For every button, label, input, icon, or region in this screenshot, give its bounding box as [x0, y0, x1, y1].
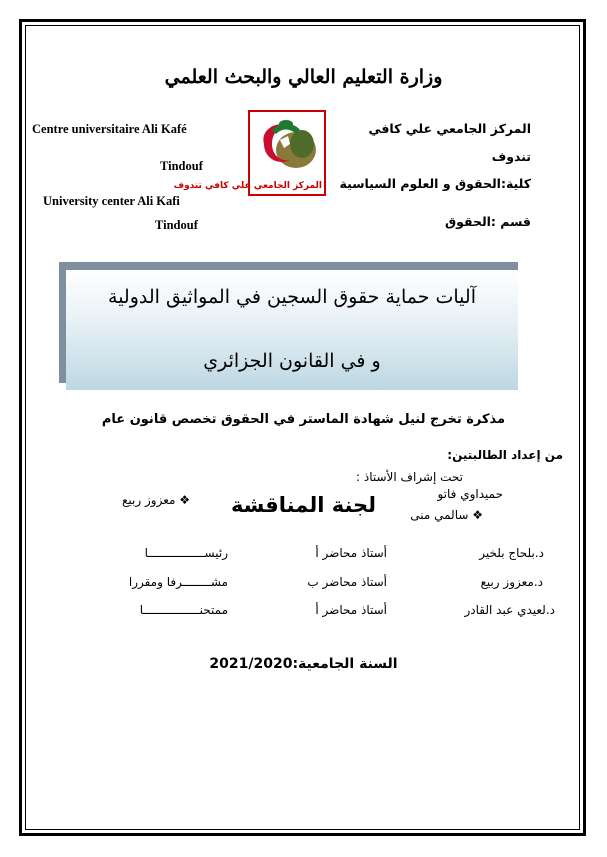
jury-member-2-rank: أستاذ محاضر ب	[307, 575, 387, 589]
supervisor-name: ❖ معزوز ربيع	[122, 493, 190, 507]
ministry-title: وزارة التعليم العالي والبحث العلمي	[164, 66, 443, 88]
jury-member-1-name: د.بلحاج بلخير	[479, 546, 544, 560]
academic-year: السنة الجامعية:2021/2020	[209, 656, 398, 672]
city-ar: تندوف	[491, 149, 531, 164]
faculty-ar: كلية:الحقوق و العلوم السياسية	[339, 176, 531, 191]
jury-member-3-rank: أستاذ محاضر أ	[315, 603, 387, 617]
university-emblem-icon	[250, 114, 324, 174]
jury-member-3-role: ممتحنــــــــــــــــا	[139, 603, 228, 617]
thesis-title-line1: آليات حماية حقوق السجين في المواثيق الدولية	[108, 286, 476, 308]
students-label: من إعداد الطالبتين:	[447, 448, 563, 462]
jury-member-3-name: د.لعيدي عبد القادر	[464, 603, 555, 617]
center-name-en: University center Ali Kafi	[43, 194, 180, 208]
thesis-title-box	[66, 270, 518, 390]
student-2-name: ❖ سالمي منى	[410, 508, 483, 522]
city-fr: Tindouf	[160, 159, 203, 173]
center-name-ar: المركز الجامعي علي كافي	[368, 121, 531, 136]
thesis-subtitle: مذكرة تخرج لنيل شهادة الماستر في الحقوق تخصص قانون عام	[101, 412, 506, 427]
thesis-title-line2: و في القانون الجزائري	[203, 350, 381, 372]
center-name-fr: Centre universitaire Ali Kafé	[32, 122, 187, 136]
supervisor-label: تحت إشراف الأستاذ :	[356, 470, 463, 484]
committee-title: لجنة المناقشة	[230, 493, 377, 517]
jury-member-2-name: د.معزوز ربيع	[480, 575, 543, 589]
city-en: Tindouf	[155, 218, 198, 232]
jury-member-1-role: رئيســــــــــــــــا	[144, 546, 228, 560]
jury-member-2-role: مشــــــــرفا ومقررا	[128, 575, 228, 589]
student-1-name: حميداوي فاتو	[437, 487, 503, 501]
department-ar: قسم :الحقوق	[444, 214, 531, 229]
logo-caption: المركز الجامعي علي كافي تندوف	[173, 181, 322, 191]
jury-member-1-rank: أستاذ محاضر أ	[315, 546, 387, 560]
